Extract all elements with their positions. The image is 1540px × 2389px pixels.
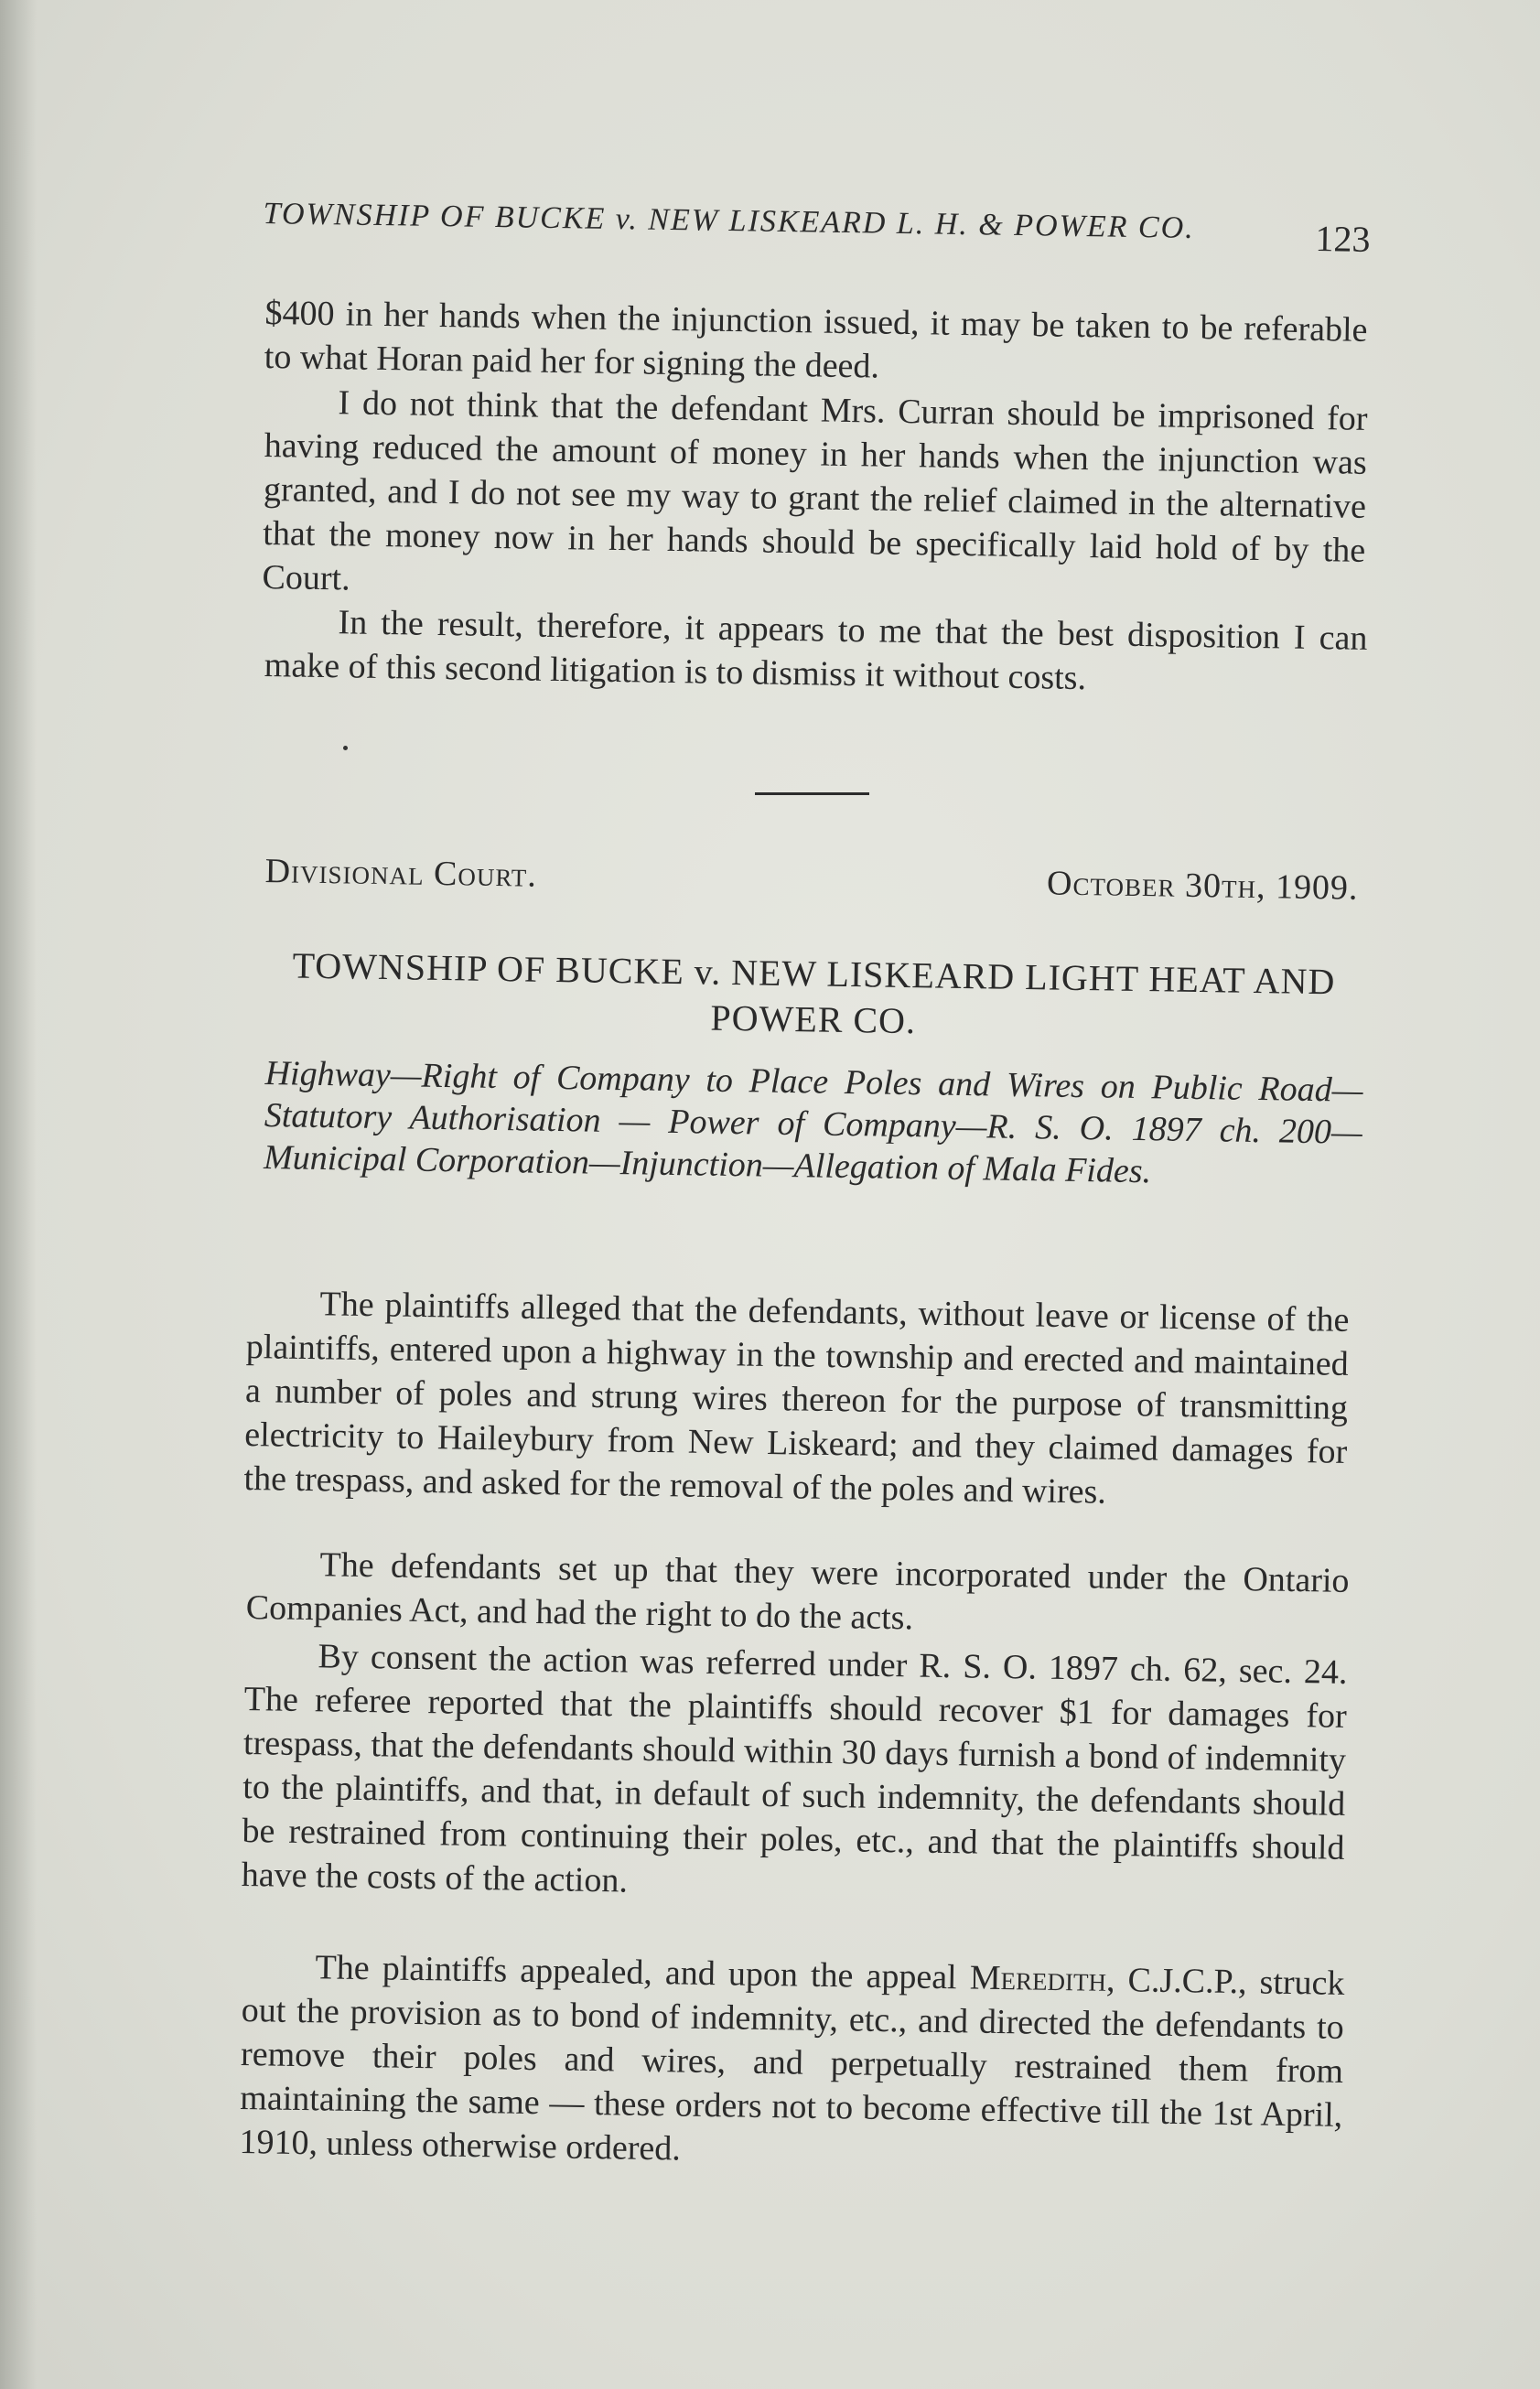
gutter-shadow — [0, 0, 37, 2389]
paragraph-7-start: The plaintiffs appealed, and upon the appeal — [315, 1948, 971, 1997]
page-number: 123 — [1315, 218, 1371, 260]
running-head-title: TOWNSHIP OF BUCKE v. NEW LISKEARD L. H. & POWER CO. — [263, 197, 1195, 245]
case-headnote: Highway—Right of Company to Place Poles and Wires on Public Road—Statutory Authorisation — Power of Company—R. S. O. 1897 ch. 200—Municipal Corporation—Injunction—Allegation of Mala Fides. — [263, 1053, 1363, 1191]
ink-speck — [343, 746, 348, 750]
court-name: Divisional Court. — [264, 851, 538, 895]
running-head — [263, 197, 1371, 260]
paragraph-4: The plaintiffs alleged that the defendants, without leave or license of the plaintiffs, entered upon a highway in the township and erected and maintained a number of poles and strung wires thereon for the purpose of transmitting electricity to Haileybury from New Liskeard; and they claimed damages for the trespass, and asked for the removal of the poles and wires. — [243, 1285, 1350, 1512]
paragraph-5: The defendants set up that they were incorporated under the Ontario Companies Act, and had the right to do the acts. — [245, 1545, 1350, 1638]
paragraph-7 — [239, 1944, 1345, 2181]
paragraph-1: $400 in her hands when the injunction issued, it may be taken to be referable to what Horan paid her for signing the deed. — [264, 293, 1368, 386]
case-title: TOWNSHIP OF BUCKE v. NEW LISKEARD LIGHT HEAT AND POWER CO. — [292, 944, 1336, 1042]
section-divider — [755, 792, 869, 795]
judge-name: Meredith, — [969, 1958, 1115, 1999]
decision-date: October 30th, 1909. — [1046, 864, 1359, 908]
paragraph-6: By consent the action was referred under R. S. O. 1897 ch. 62, sec. 24. The referee reported that the plaintiffs should recover $1 for damages for trespass, that the defendants should within 30 days furnish a bond of indemnity to the plaintiffs, and that, in default of such indemnity, the defendants should be restrained from continuing their poles, etc., and that the plaintiffs should have the costs of the action. — [241, 1637, 1348, 1900]
paragraph-3: In the result, therefore, it appears to me that the best disposition I can make of this second litigation is to dismiss it without costs. — [264, 603, 1368, 698]
paragraph-7-rest: C.J.C.P., struck out the provision as to bond of indemnity, etc., and directed the defendants to remove their poles and wires, and perpetually restrained them from maintaining the same — these orders not to become effective till the 1st April, 1910, unless otherwise ordered. — [239, 1960, 1345, 2168]
paragraph-2: I do not think that the defendant Mrs. Curran should be imprisoned for having reduced the amount of money in her hands when the injunction was granted, and I do not see my way to grant the relief claimed in the alternative that the money now in her hands should be specifically laid hold of by the Court. — [262, 383, 1368, 598]
court-line — [264, 851, 1359, 909]
